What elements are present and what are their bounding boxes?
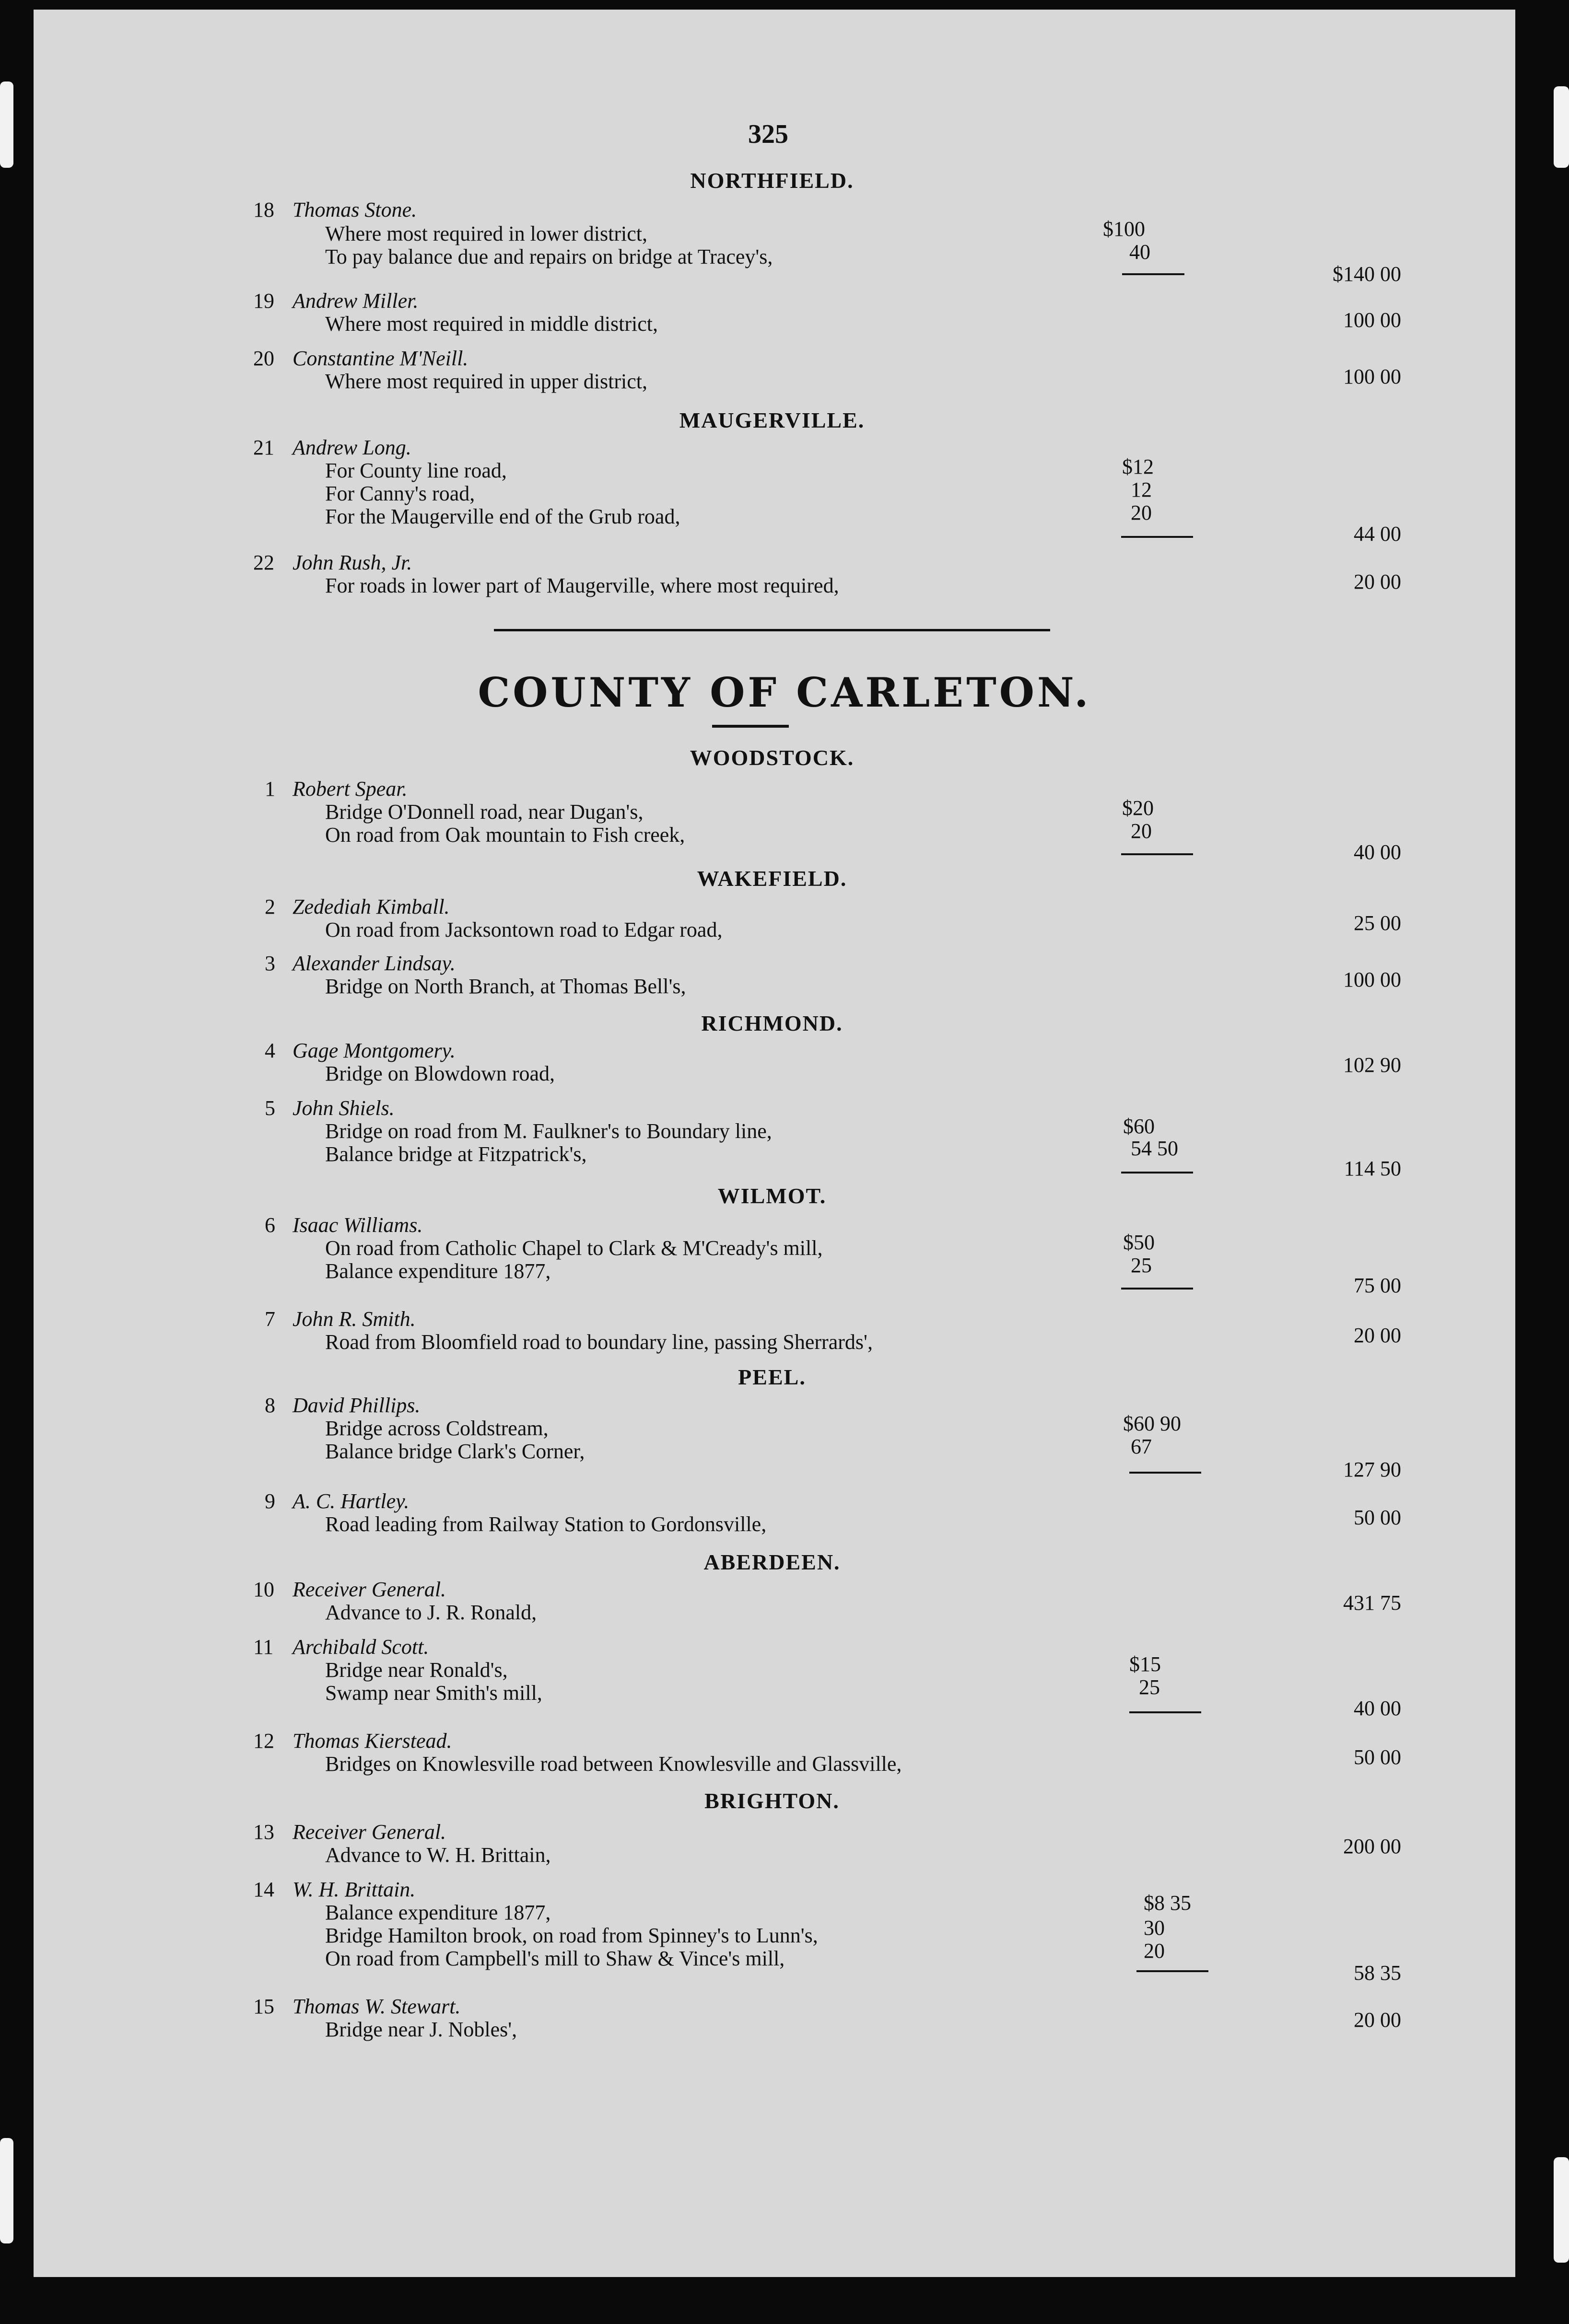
entry-description: Road from Bloomfield road to boundary line, passing Sherrards', <box>325 1330 873 1354</box>
entry-total: 40 00 <box>1354 840 1401 864</box>
entry-amount: 67 <box>1131 1435 1152 1458</box>
entry-number: 4 <box>265 1039 275 1062</box>
entry-amount: 25 <box>1139 1675 1160 1699</box>
subtotal-rule <box>1122 273 1184 275</box>
entry-description: Bridge on Blowdown road, <box>325 1062 555 1085</box>
entry-number: 3 <box>265 952 275 975</box>
entry-name: Andrew Miller. <box>293 289 419 313</box>
entry-description: For roads in lower part of Maugerville, where most required, <box>325 574 839 597</box>
entry-amount: $50 <box>1123 1231 1155 1254</box>
entry-amount: $60 <box>1123 1115 1155 1138</box>
entry-number: 7 <box>265 1307 275 1331</box>
entry-number: 8 <box>265 1394 275 1417</box>
entry-description: Bridge on North Branch, at Thomas Bell's, <box>325 975 686 998</box>
entry-total: 114 50 <box>1344 1157 1401 1180</box>
entry-name: John Rush, Jr. <box>293 551 412 574</box>
county-title: COUNTY OF CARLETON. <box>478 669 1091 716</box>
section-heading-brighton: BRIGHTON. <box>704 1789 840 1813</box>
entry-name: David Phillips. <box>293 1394 421 1417</box>
entry-number: 21 <box>253 436 274 459</box>
subtotal-rule <box>1121 853 1193 855</box>
subtotal-rule <box>1121 1172 1193 1174</box>
section-divider <box>494 629 1050 631</box>
entry-name: Robert Spear. <box>293 777 408 801</box>
entry-amount: 40 <box>1129 240 1150 264</box>
entry-number: 12 <box>253 1729 274 1753</box>
entry-total: $140 00 <box>1333 262 1401 286</box>
section-heading-richmond: RICHMOND. <box>701 1011 843 1035</box>
entry-amount: $15 <box>1129 1652 1161 1676</box>
entry-name: Gage Montgomery. <box>293 1039 456 1062</box>
entry-description: For County line road, <box>325 459 507 482</box>
subtotal-rule <box>1129 1472 1201 1474</box>
entry-description: To pay balance due and repairs on bridge at Tracey's, <box>325 245 773 268</box>
entry-amount: 54 50 <box>1131 1137 1178 1160</box>
entry-total: 200 00 <box>1343 1835 1401 1858</box>
entry-name: Archibald Scott. <box>293 1635 429 1659</box>
entry-total: 20 00 <box>1354 1324 1401 1347</box>
entry-name: Alexander Lindsay. <box>293 952 456 975</box>
entry-description: Balance expenditure 1877, <box>325 1259 551 1283</box>
entry-description: Where most required in upper district, <box>325 370 648 393</box>
entry-total: 40 00 <box>1354 1697 1401 1720</box>
entry-number: 6 <box>265 1213 275 1237</box>
entry-total: 20 00 <box>1354 570 1401 593</box>
entry-name: John Shiels. <box>293 1096 395 1120</box>
entry-name: Thomas Stone. <box>293 198 417 221</box>
entry-total: 100 00 <box>1343 968 1401 991</box>
title-underline <box>712 725 789 728</box>
section-heading-peel: PEEL. <box>738 1365 806 1389</box>
entry-description: Bridge across Coldstream, <box>325 1417 549 1440</box>
entry-description: On road from Oak mountain to Fish creek, <box>325 823 685 847</box>
entry-amount: 25 <box>1131 1254 1152 1277</box>
entry-description: For the Maugerville end of the Grub road, <box>325 505 680 528</box>
entry-description: Balance bridge at Fitzpatrick's, <box>325 1142 587 1166</box>
entry-name: Thomas Kierstead. <box>293 1729 452 1753</box>
entry-amount: 20 <box>1131 501 1152 524</box>
entry-name: Receiver General. <box>293 1820 446 1844</box>
entry-amount: $12 <box>1122 455 1154 478</box>
entry-description: Balance expenditure 1877, <box>325 1901 551 1924</box>
entry-amount: 12 <box>1131 478 1152 501</box>
entry-total: 25 00 <box>1354 911 1401 935</box>
entry-description: Bridge near J. Nobles', <box>325 2018 517 2041</box>
section-heading-northfield: NORTHFIELD. <box>690 168 854 193</box>
entry-description: Bridge Hamilton brook, on road from Spinney's to Lunn's, <box>325 1924 818 1947</box>
entry-number: 22 <box>253 551 274 574</box>
entry-description: On road from Catholic Chapel to Clark & M'Cready's mill, <box>325 1236 823 1260</box>
entry-total: 50 00 <box>1354 1506 1401 1529</box>
entry-number: 13 <box>253 1820 274 1844</box>
entry-number: 18 <box>253 198 274 221</box>
section-heading-aberdeen: ABERDEEN. <box>703 1550 841 1574</box>
entry-amount: $60 90 <box>1123 1412 1181 1435</box>
entry-name: Zedediah Kimball. <box>293 895 450 918</box>
section-heading-wilmot: WILMOT. <box>717 1184 827 1208</box>
entry-name: Receiver General. <box>293 1578 446 1601</box>
entry-name: A. C. Hartley. <box>293 1489 410 1513</box>
entry-amount: 20 <box>1144 1939 1165 1963</box>
entry-number: 10 <box>253 1578 274 1601</box>
entry-description: Bridge on road from M. Faulkner's to Boundary line, <box>325 1119 772 1143</box>
entry-amount: $100 <box>1103 217 1145 241</box>
section-heading-wakefield: WAKEFIELD. <box>697 866 847 891</box>
entry-number: 11 <box>253 1635 274 1659</box>
entry-total: 20 00 <box>1354 2008 1401 2032</box>
entry-number: 1 <box>265 777 275 801</box>
entry-number: 9 <box>265 1489 275 1513</box>
entry-description: On road from Jacksontown road to Edgar road, <box>325 918 723 941</box>
subtotal-rule <box>1121 1288 1193 1290</box>
entry-description: Bridge O'Donnell road, near Dugan's, <box>325 800 644 824</box>
section-heading-woodstock: WOODSTOCK. <box>690 745 855 770</box>
entry-number: 2 <box>265 895 275 918</box>
entry-description: Swamp near Smith's mill, <box>325 1681 542 1705</box>
entry-description: Road leading from Railway Station to Gordonsville, <box>325 1512 767 1536</box>
entry-amount: $8 35 <box>1144 1891 1191 1915</box>
entry-total: 100 00 <box>1343 365 1401 388</box>
entry-total: 75 00 <box>1354 1274 1401 1297</box>
entry-name: Constantine M'Neill. <box>293 347 468 370</box>
subtotal-rule <box>1129 1711 1201 1713</box>
entry-number: 15 <box>253 1995 274 2018</box>
entry-name: W. H. Brittain. <box>293 1878 416 1901</box>
entry-name: John R. Smith. <box>293 1307 416 1331</box>
scan-edge-mark <box>1554 2157 1569 2263</box>
entry-total: 102 90 <box>1343 1053 1401 1077</box>
entry-total: 431 75 <box>1343 1591 1401 1615</box>
subtotal-rule <box>1121 536 1193 538</box>
page-number: 325 <box>748 119 788 149</box>
entry-description: Bridges on Knowlesville road between Knowlesville and Glassville, <box>325 1752 902 1776</box>
entry-amount: $20 <box>1122 796 1154 820</box>
entry-description: Advance to J. R. Ronald, <box>325 1601 537 1624</box>
entry-total: 127 90 <box>1343 1458 1401 1481</box>
entry-name: Andrew Long. <box>293 436 411 459</box>
entry-total: 100 00 <box>1343 308 1401 332</box>
entry-description: Where most required in lower district, <box>325 222 648 245</box>
entry-name: Thomas W. Stewart. <box>293 1995 461 2018</box>
section-heading-maugerville: MAUGERVILLE. <box>679 408 865 432</box>
entry-description: Advance to W. H. Brittain, <box>325 1843 551 1867</box>
entry-number: 20 <box>253 347 274 370</box>
entry-number: 5 <box>265 1096 275 1120</box>
entry-description: Balance bridge Clark's Corner, <box>325 1440 585 1463</box>
entry-description: Where most required in middle district, <box>325 312 658 336</box>
entry-name: Isaac Williams. <box>293 1213 423 1237</box>
entry-description: Bridge near Ronald's, <box>325 1658 508 1682</box>
entry-amount: 30 <box>1144 1916 1165 1940</box>
scan-edge-mark <box>0 2138 13 2243</box>
subtotal-rule <box>1136 1970 1208 1972</box>
scan-edge-mark <box>0 81 13 168</box>
scan-edge-mark <box>1554 86 1569 168</box>
entry-total: 50 00 <box>1354 1745 1401 1769</box>
entry-description: For Canny's road, <box>325 482 475 505</box>
entry-description: On road from Campbell's mill to Shaw & Vince's mill, <box>325 1947 785 1970</box>
entry-total: 58 35 <box>1354 1961 1401 1985</box>
entry-number: 14 <box>253 1878 274 1901</box>
entry-total: 44 00 <box>1354 522 1401 546</box>
entry-amount: 20 <box>1131 819 1152 843</box>
entry-number: 19 <box>253 289 274 313</box>
